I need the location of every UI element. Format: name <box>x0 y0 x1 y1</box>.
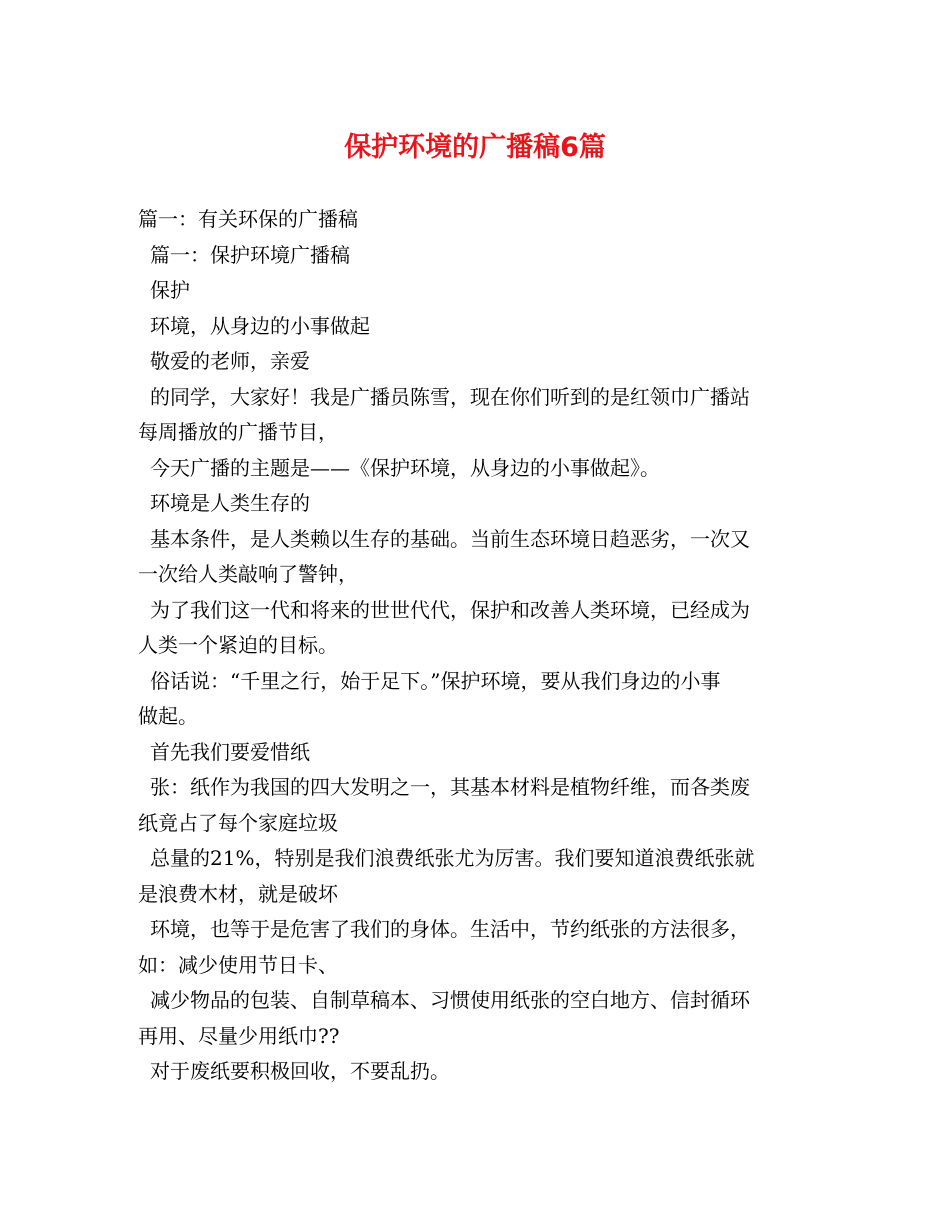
text-line: 首先我们要爱惜纸 <box>150 739 310 764</box>
document-body <box>138 202 814 1090</box>
text-line: 为了我们这一代和将来的世世代代，保护和改善人类环境，已经成为 <box>150 597 750 622</box>
text-line: 环境，从身边的小事做起 <box>150 313 370 338</box>
text-line: 减少物品的包装、自制草稿本、习惯使用纸张的空白地方、信封循环 <box>150 988 750 1012</box>
text-line: 是浪费木材，就是破坏 <box>138 881 338 906</box>
text-line: 篇一：有关环保的广播稿 <box>138 207 358 231</box>
document-title: 保护环境的广播稿6篇 <box>344 132 606 163</box>
text-line: 做起。 <box>138 704 198 728</box>
text-line: 环境是人类生存的 <box>150 491 310 515</box>
text-line: 保护 <box>150 278 190 302</box>
text-line: 的同学，大家好！我是广播员陈雪，现在你们听到的是红领巾广播站 <box>150 384 750 409</box>
text-line: 对于废纸要积极回收，不要乱扔。 <box>150 1059 450 1083</box>
text-line: 总量的21%，特别是我们浪费纸张尤为厉害。我们要知道浪费纸张就 <box>150 846 755 870</box>
text-line: 今天广播的主题是——《保护环境，从身边的小事做起》。 <box>150 455 660 480</box>
text-line: 敬爱的老师，亲爱 <box>150 349 310 373</box>
text-line: 基本条件，是人类赖以生存的基础。当前生态环境日趋恶劣，一次又 <box>150 526 750 551</box>
text-line: 一次给人类敲响了警钟， <box>138 562 358 586</box>
text-line: 人类一个紧迫的目标。 <box>138 633 338 657</box>
text-line: 环境，也等于是危害了我们的身体。生活中，节约纸张的方法很多， <box>150 917 750 941</box>
text-line: 篇一：保护环境广播稿 <box>150 242 350 267</box>
text-line: 再用、尽量少用纸巾?? <box>138 1023 340 1048</box>
text-line: 每周播放的广播节目， <box>138 420 338 444</box>
text-line: 张：纸作为我国的四大发明之一，其基本材料是植物纤维，而各类废 <box>150 775 750 799</box>
text-line: 如：减少使用节日卡、 <box>138 952 338 977</box>
text-line: 纸竟占了每个家庭垃圾 <box>138 810 338 835</box>
text-line: 俗话说：“千里之行，始于足下。”保护环境，要从我们身边的小事 <box>150 668 721 693</box>
